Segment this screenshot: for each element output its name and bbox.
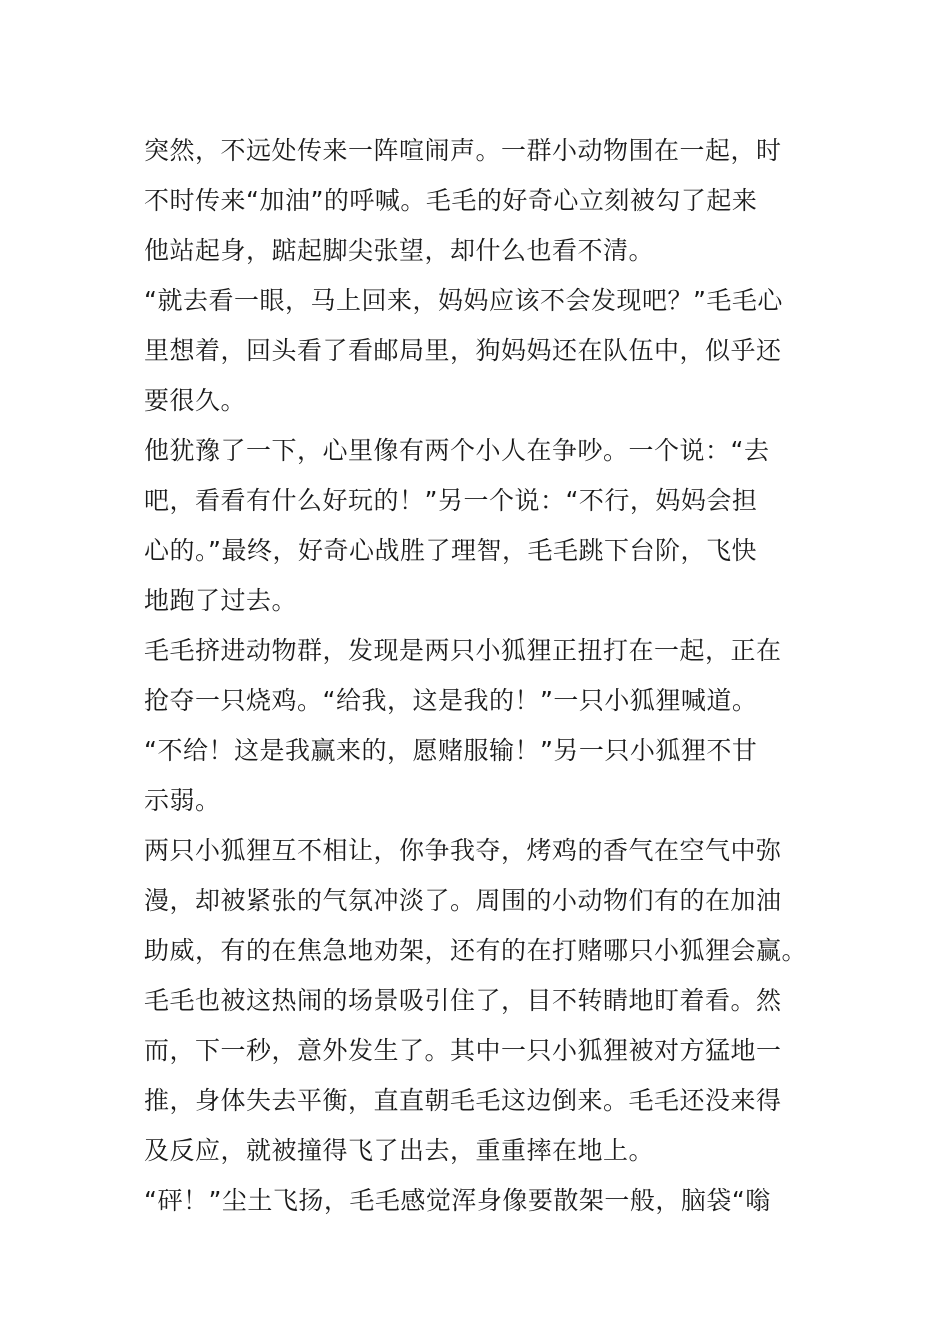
text-line: 助威，有的在焦急地劝架，还有的在打赌哪只小狐狸会赢。 xyxy=(144,936,808,965)
text-line: 而，下一秒，意外发生了。其中一只小狐狸被对方猛地一 xyxy=(144,1036,782,1065)
text-line: 漫，却被紧张的气氛冲淡了。周围的小动物们有的在加油 xyxy=(144,886,782,915)
text-line: “就去看一眼，马上回来，妈妈应该不会发现吧？”毛毛心 xyxy=(144,286,783,315)
text-line: 里想着，回头看了看邮局里，狗妈妈还在队伍中，似乎还 xyxy=(144,336,782,365)
text-line: 两只小狐狸互不相让，你争我夺，烤鸡的香气在空气中弥 xyxy=(144,836,782,865)
text-line: 他犹豫了一下，心里像有两个小人在争吵。一个说：“去 xyxy=(144,436,770,465)
text-line: 毛毛也被这热闹的场景吸引住了，目不转睛地盯着看。然 xyxy=(144,986,782,1015)
text-line: 要很久。 xyxy=(144,386,247,415)
text-line: 吧，看看有什么好玩的！”另一个说：“不行，妈妈会担 xyxy=(144,486,758,515)
text-line: “不给！这是我赢来的，愿赌服输！”另一只小狐狸不甘 xyxy=(144,736,758,765)
story-text-body xyxy=(144,126,824,1226)
text-line: 抢夺一只烧鸡。“给我，这是我的！”一只小狐狸喊道。 xyxy=(144,686,758,715)
text-line: 突然，不远处传来一阵喧闹声。一群小动物围在一起，时 xyxy=(144,136,782,165)
text-line: 示弱。 xyxy=(144,786,221,815)
text-line: 及反应，就被撞得飞了出去，重重摔在地上。 xyxy=(144,1136,655,1165)
text-line: 心的。”最终，好奇心战胜了理智，毛毛跳下台阶，飞快 xyxy=(144,536,757,565)
text-line: 毛毛挤进动物群，发现是两只小狐狸正扭打在一起，正在 xyxy=(144,636,782,665)
text-line: 他站起身，踮起脚尖张望，却什么也看不清。 xyxy=(144,236,655,265)
text-line: 不时传来“加油”的呼喊。毛毛的好奇心立刻被勾了起来 xyxy=(144,186,758,215)
text-line: 地跑了过去。 xyxy=(144,586,298,615)
text-line: 推，身体失去平衡，直直朝毛毛这边倒来。毛毛还没来得 xyxy=(144,1086,782,1115)
text-line: “砰！”尘土飞扬，毛毛感觉浑身像要散架一般，脑袋“嗡 xyxy=(144,1186,771,1215)
